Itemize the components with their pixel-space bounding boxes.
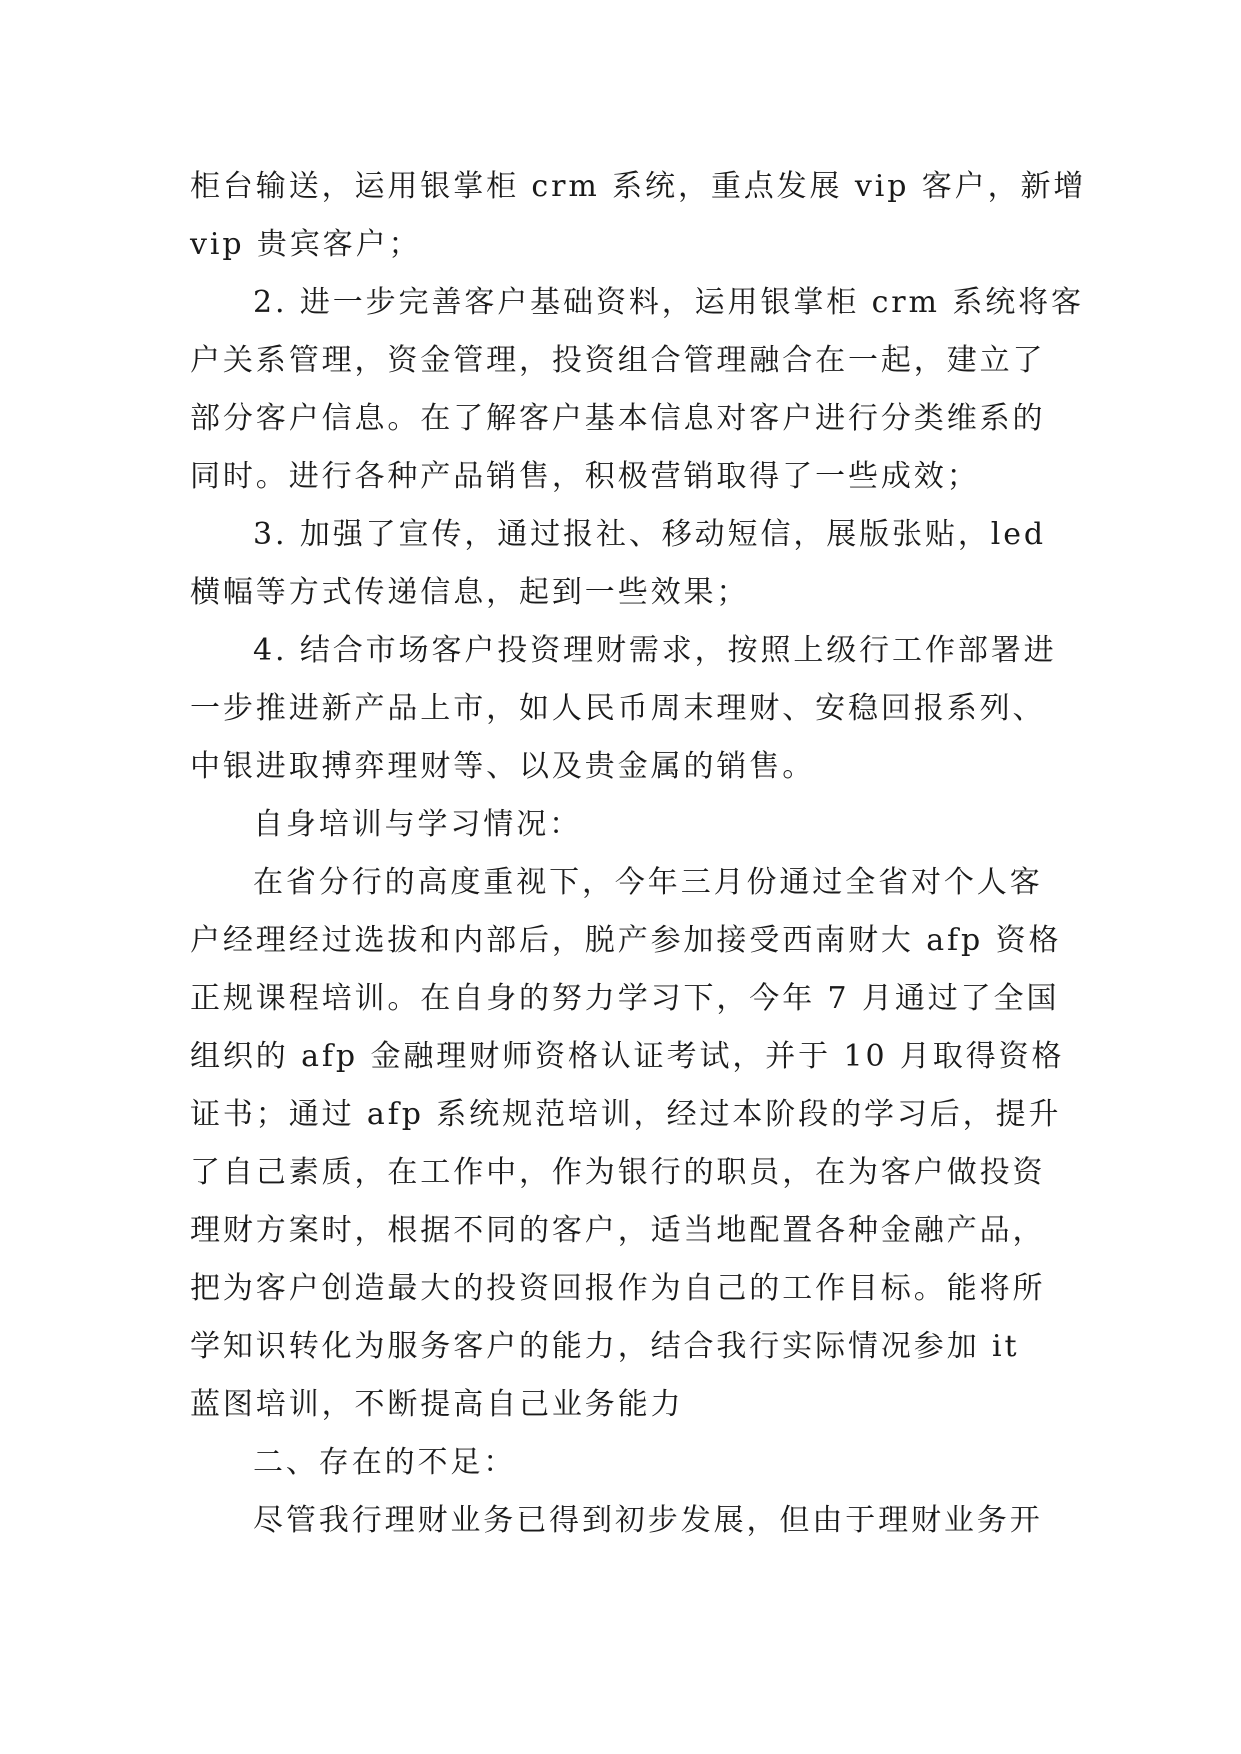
text-line: 横幅等方式传递信息，起到一些效果；: [190, 575, 750, 610]
section-heading: 二、存在的不足：: [253, 1445, 517, 1480]
text-line: vip 贵宾客户；: [190, 227, 422, 262]
text-line: 中银进取搏弈理财等、以及贵金属的销售。: [190, 749, 816, 784]
paragraph-first-line: 4. 结合市场客户投资理财需求，按照上级行工作部署进: [253, 633, 1057, 668]
text-line: 同时。进行各种产品销售，积极营销取得了一些成效；: [190, 459, 980, 494]
text-line: 组织的 afp 金融理财师资格认证考试，并于 10 月取得资格: [190, 1039, 1065, 1074]
paragraph-first-line: 2. 进一步完善客户基础资料，运用银掌柜 crm 系统将客: [253, 285, 1084, 320]
text-line: 把为客户创造最大的投资回报作为自己的工作目标。能将所: [190, 1271, 1046, 1306]
paragraph-first-line: 尽管我行理财业务已得到初步发展，但由于理财业务开: [253, 1503, 1043, 1538]
text-line: 柜台输送，运用银掌柜 crm 系统，重点发展 vip 客户，新增: [190, 169, 1087, 204]
text-line: 理财方案时，根据不同的客户，适当地配置各种金融产品，: [190, 1213, 1046, 1248]
text-line: 部分客户信息。在了解客户基本信息对客户进行分类维系的: [190, 401, 1046, 436]
text-line: 学知识转化为服务客户的能力，结合我行实际情况参加 it: [190, 1329, 1020, 1364]
text-line: 证书；通过 afp 系统规范培训，经过本阶段的学习后，提升: [190, 1097, 1062, 1132]
paragraph-first-line: 在省分行的高度重视下，今年三月份通过全省对个人客: [253, 865, 1043, 900]
section-heading: 自身培训与学习情况：: [253, 807, 582, 842]
text-line: 户经理经过选拔和内部后，脱产参加接受西南财大 afp 资格: [190, 923, 1062, 958]
text-line: 了自己素质，在工作中，作为银行的职员，在为客户做投资: [190, 1155, 1046, 1190]
text-line: 正规课程培训。在自身的努力学习下，今年 7 月通过了全国: [190, 981, 1060, 1016]
text-line: 一步推进新产品上市，如人民币周末理财、安稳回报系列、: [190, 691, 1046, 726]
text-line: 户关系管理，资金管理，投资组合管理融合在一起，建立了: [190, 343, 1046, 378]
text-line: 蓝图培训，不断提高自己业务能力: [190, 1387, 684, 1422]
paragraph-first-line: 3. 加强了宣传，通过报社、移动短信，展版张贴，led: [253, 517, 1047, 552]
